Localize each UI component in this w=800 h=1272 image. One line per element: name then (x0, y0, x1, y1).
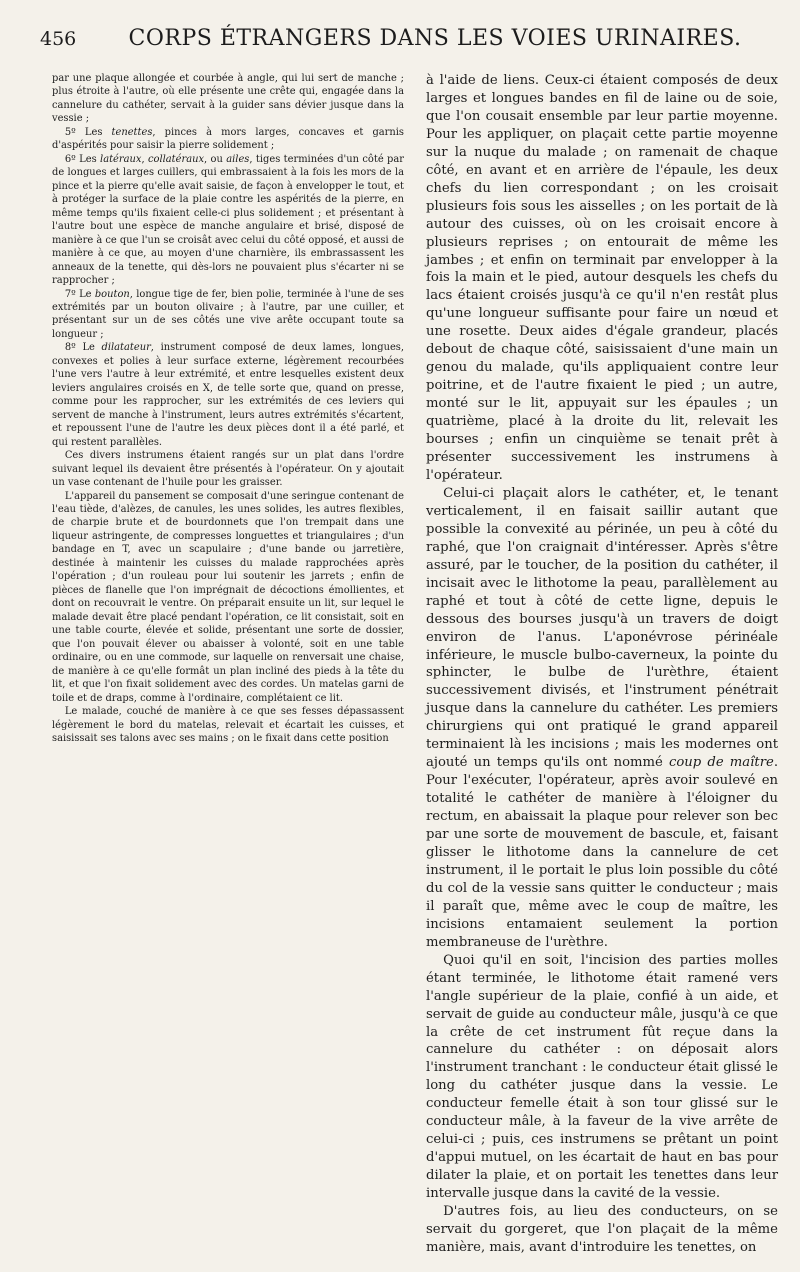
text-run: par une plaque allongée et courbée à angle, qui lui sert de manche ; plus étroite à l'autre, où elle présente une crête qui, engagée dans la cannelure du cathéter, servait à la guider sans dévier jusque dans la vessie ; (52, 73, 404, 125)
page-header (40, 18, 778, 62)
italic-term: ailes (226, 153, 250, 165)
text-run: , (141, 153, 148, 165)
italic-term: tenettes (111, 126, 153, 138)
paragraph-l2 (52, 126, 404, 153)
paragraph-l1 (52, 72, 404, 126)
paragraph-l5 (52, 341, 404, 449)
text-run: , ou (204, 153, 227, 165)
text-run: , tiges terminées d'un côté par de longues et larges cuillers, qui embrassaient à la fois les mors de la pince et la pierre qu'elle avait saisie, de façon à envelopper le tout, et à protéger la surface de la plaie contre les aspérités de la pierre, en même temps qu'ils fixaient celle-ci plus solidement ; et présentant à l'autre bout une espèce de manche angulaire et brisé, disposé de manière à ce que l'un se croisât avec celui du côté opposé, et aussi de manière à ce que, au moyen d'une charnière, ils embrassassent les anneaux de la tenette, qui dès-lors ne pouvaient plus s'écarter ni se rapprocher ; (52, 153, 404, 287)
text-run: L'appareil du pansement se composait d'une seringue contenant de l'eau tiède, d'alèzes, de canules, les unes solides, les autres flexibles, de charpie brute et de bourdonnets que l'on trempait dans une liqueur astringente, de compresses longuettes et triangulaires ; d'un bandage en T, avec un scapulaire ; d'une bande ou jarretière, destinée à maintenir les cuisses du malade rapprochées après l'opération ; d'un rouleau pour lui soutenir les jarrets ; enfin de pièces de flanelle que l'on imprégnait de décoctions émollientes, et dont on recouvrait le ventre. On préparait ensuite un lit, sur lequel le malade devait être placé pendant l'opération, ce lit consistait, soit en une table courte, élevée et solide, présentant une sorte de dossier, que l'on pouvait élever ou abaisser à volonté, soit en une table ordinaire, ou en une commode, sur laquelle on renversait une chaise, de manière à ce qu'elle formât un plan incliné des pieds à la tête du lit, et que l'on fixait solidement avec des cordes. Un matelas garni de toile et de draps, comme à l'ordinaire, complétaient ce lit. (52, 490, 405, 704)
text-run: D'autres fois, au lieu des conducteurs, on se servait du gorgeret, que l'on plaçait de la même manière, mais, avant d'introduire les tenettes, on (426, 1204, 778, 1255)
paragraph-r4 (426, 1203, 778, 1257)
text-run: 6º Les (64, 153, 101, 165)
text-run: 7º Le (64, 288, 95, 300)
left-column (52, 72, 404, 1257)
paragraph-r3 (426, 952, 778, 1203)
text-columns (52, 72, 778, 1257)
italic-term: latéraux (100, 153, 142, 165)
italic-term: coup de maître (668, 755, 774, 771)
text-run: 5º Les (64, 126, 112, 138)
text-run: Ces divers instrumens étaient rangés sur un plat dans l'ordre suivant lequel ils devaient être présentés à l'opérateur. On y ajoutait un vase contenant de l'huile pour les graisser. (52, 450, 404, 489)
paragraph-r1 (426, 72, 778, 485)
paragraph-l6 (52, 449, 404, 489)
italic-term: bouton (94, 288, 130, 300)
text-run: , pinces à mors larges, concaves et garnis d'aspérités pour saisir la pierre solidement ; (52, 126, 404, 152)
text-run: , longue tige de fer, bien polie, terminée à l'une de ses extrémités par un bouton olivaire ; à l'autre, par une cuiller, et présentant sur un de ses côtés une vive arête occupant toute sa longueur ; (52, 288, 404, 340)
text-run: à l'aide de liens. Ceux-ci étaient composés de deux larges et longues bandes en fil de laine ou de soie, que l'on cousait ensemble par leur partie moyenne. Pour les appliquer, on plaçait cette partie moyenne sur la nuque du malade ; on ramenait de chaque côté, en avant et en arrière de l'épaule, les deux chefs du lien correspondant ; on les croisait plusieurs fois sous les aisselles ; on les portait de là autour des cuisses, où on les croisait encore à plusieurs reprises ; on entourait de même les jambes ; et enfin on terminait par envelopper à la fois la main et le pied, autour desquels les chefs du lacs étaient croisés jusqu'à ce qu'il n'en restât plus qu'une longueur suffisante pour faire un nœud et une rosette. Deux aides d'égale grandeur, placés debout de chaque côté, saisissaient d'une main un genou du malade, qu'ils appliquaient contre leur poitrine, et de l'autre fixaient le pied ; un autre, monté sur le lit, appuyait sur les épaules ; un quatrième, placé à la droite du lit, relevait les bourses ; enfin un cinquième se tenait prêt à présenter successivement les instrumens à l'opérateur. (426, 73, 778, 483)
paragraph-r2 (426, 485, 778, 952)
text-run: , instrument composé de deux lames, longues, convexes et polies à leur surface externe, légèrement recourbées l'une vers l'autre à leur extrémité, et entre lesquelles existent deux leviers angulaires croisés en X, de telle sorte que, quand on presse, comme pour les rapprocher, sur les extrémités de ces leviers qui servent de manche à l'instrument, leurs autres extrémités s'écartent, et repoussent l'une de l'autre les deux pièces dont il a été parlé, et qui restent parallèles. (52, 342, 405, 448)
text-run: 8º Le (64, 342, 102, 354)
right-column (426, 72, 778, 1257)
paragraph-l8 (52, 705, 404, 745)
paragraph-l3 (52, 153, 404, 288)
italic-term: collatéraux (147, 153, 205, 165)
paragraph-l4 (52, 288, 404, 342)
text-run: Celui-ci plaçait alors le cathéter, et, le tenant verticalement, il en faisait saillir autant que possible la convexité au périnée, un peu à côté du raphé, que l'on craignait d'intéresser. Après s'être assuré, par le toucher, de la position du cathéter, il incisait avec le lithotome la peau, parallèlement au raphé et tout à côté de cette ligne, depuis le dessous des bourses jusqu'à un travers de doigt environ de l'anus. L'aponévrose périnéale inférieure, le muscle bulbo-caverneux, la pointe du sphincter, le bulbe de l'urèthre, étaient successivement divisés, et l'instrument pénétrait jusque dans la cannelure du cathéter. Les premiers chirurgiens qui ont pratiqué le grand appareil terminaient là les incisions ; mais les modernes ont ajouté un temps qu'ils ont nommé (426, 485, 778, 771)
text-run: Le malade, couché de manière à ce que ses fesses dépassassent légèrement le bord du matelas, relevait et écartait les cuisses, et saisissait ses talons avec ses mains ; on le fixait dans cette position (52, 706, 404, 744)
text-run: . Pour l'exécuter, l'opérateur, après avoir soulevé en totalité le cathéter de manière à l'éloigner du rectum, en abaissait la plaque pour relever son bec par une sorte de mouvement de bascule, et, faisant glisser le lithotome dans la cannelure de cet instrument, il le portait le plus loin possible du côté du col de la vessie sans quitter le conducteur ; mais il paraît que, même avec le coup de maître, les incisions entamaient seulement la portion membraneuse de l'urèthre. (426, 755, 779, 950)
italic-term: dilatateur (101, 342, 151, 354)
paragraph-l7 (52, 490, 404, 706)
running-title: CORPS ÉTRANGERS DANS LES VOIES URINAIRES. (128, 26, 742, 51)
text-run: Quoi qu'il en soit, l'incision des parties molles étant terminée, le lithotome était ramené vers l'angle supérieur de la plaie, confié à un aide, et servait de guide au conducteur mâle, jusqu'à ce que la crête de cet instrument fût reçue dans la cannelure du cathéter : on déposait alors l'instrument tranchant : le conducteur était glissé le long du cathéter jusque dans la vessie. Le conducteur femelle était à son tour glissé sur le conducteur mâle, à la faveur de la vive arrête de celui-ci ; puis, ces instrumens se prêtant un point d'appui mutuel, on les écartait de haut en bas pour dilater la plaie, et on portait les tenettes dans leur intervalle jusque dans la cavité de la vessie. (426, 952, 778, 1202)
page-number: 456 (40, 28, 77, 50)
